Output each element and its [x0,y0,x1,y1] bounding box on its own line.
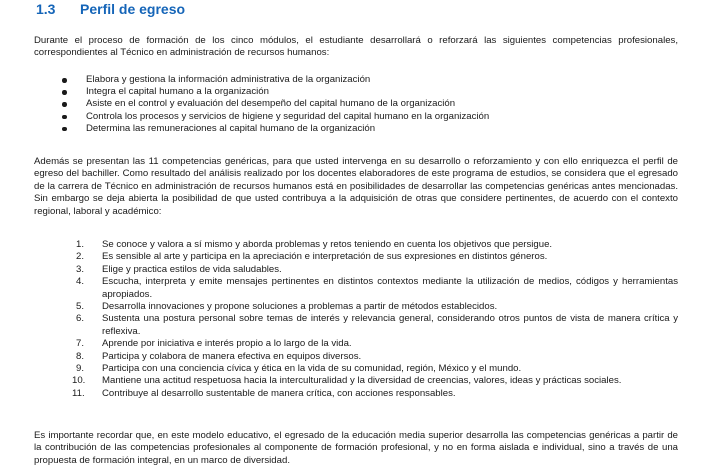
list-item: Integra el capital humano a la organización [62,86,489,98]
bullet-icon [62,78,67,83]
list-item: 7. Aprende por iniciativa e interés propio a lo largo de la vida. [76,338,352,350]
generic-intro-paragraph: Además se presentan las 11 competencias genéricas, para que usted intervenga en su desarrollo o reforzamiento y con ello enriquezca el perfil de egreso del bachiller. Como resultado del análisis realizado por los docentes elaboradores de este programa de estudios, se considera que el egresado de la carrera de Técnico en administración de recursos humanos está en posibilidades de desarrollar las competencias genéricas antes mencionadas. Sin embargo se deja abierta la posibilidad de que usted contribuya a la adquisición de otras que considere pertinentes, de acuerdo con el contexto regional, laboral y académico: [34,156,678,217]
list-item: 4. Escucha, interpreta y emite mensajes pertinentes en distintos contextos mediante la utilización de medios, códigos y herramientas apropiados. [76,276,678,300]
bullet-icon [62,115,67,120]
list-item: 6. Sustenta una postura personal sobre temas de interés y relevancia general, considerando otros puntos de vista de manera crítica y reflexiva. [76,313,678,337]
list-item: Elabora y gestiona la información administrativa de la organización [62,74,489,86]
bullet-icon [62,127,67,132]
section-title: Perfil de egreso [80,1,186,17]
list-item: Controla los procesos y servicios de higiene y seguridad del capital humano en la organización [62,111,489,123]
list-item: 9. Participa con una conciencia cívica y ética en la vida de su comunidad, región, México y el mundo. [76,363,522,375]
intro-paragraph: Durante el proceso de formación de los cinco módulos, el estudiante desarrollará o reforzará las siguientes competencias profesionales, correspondientes al Técnico en administración de recursos humanos: [34,35,678,59]
generic-competencies-list [72,239,678,400]
list-item: 3. Elige y practica estilos de vida saludables. [76,263,282,275]
section-number: 1.3 [36,1,56,17]
professional-competencies-list [62,74,489,135]
list-item: 10. Mantiene una actitud respetuosa hacia la interculturalidad y la diversidad de creencias, valores, ideas y prácticas sociales. [72,375,622,387]
section-heading [36,0,185,18]
closing-paragraph: Es importante recordar que, en este modelo educativo, el egresado de la educación media superior desarrolla las competencias genéricas a partir de la contribución de las competencias profesionales al componente de formación profesional, y no en forma aislada e individual, sino a través de una propuesta de formación integral, en un marco de diversidad. [34,430,678,466]
bullet-icon [62,90,67,95]
bullet-icon [62,102,67,107]
list-item: 8. Participa y colabora de manera efectiva en equipos diversos. [76,350,362,362]
list-item: 5. Desarrolla innovaciones y propone soluciones a problemas a partir de métodos establecidos. [76,301,498,313]
list-item: 11. Contribuye al desarrollo sustentable de manera crítica, con acciones responsables. [72,387,456,399]
list-item: Asiste en el control y evaluación del desempeño del capital humano de la organización [62,98,489,110]
list-item: Determina las remuneraciones al capital humano de la organización [62,123,489,135]
list-item: 1. Se conoce y valora a sí mismo y aborda problemas y retos teniendo en cuenta los objetivos que persigue. [76,239,553,250]
list-item: 2. Es sensible al arte y participa en la apreciación e interpretación de sus expresiones en distintos géneros. [76,251,548,263]
